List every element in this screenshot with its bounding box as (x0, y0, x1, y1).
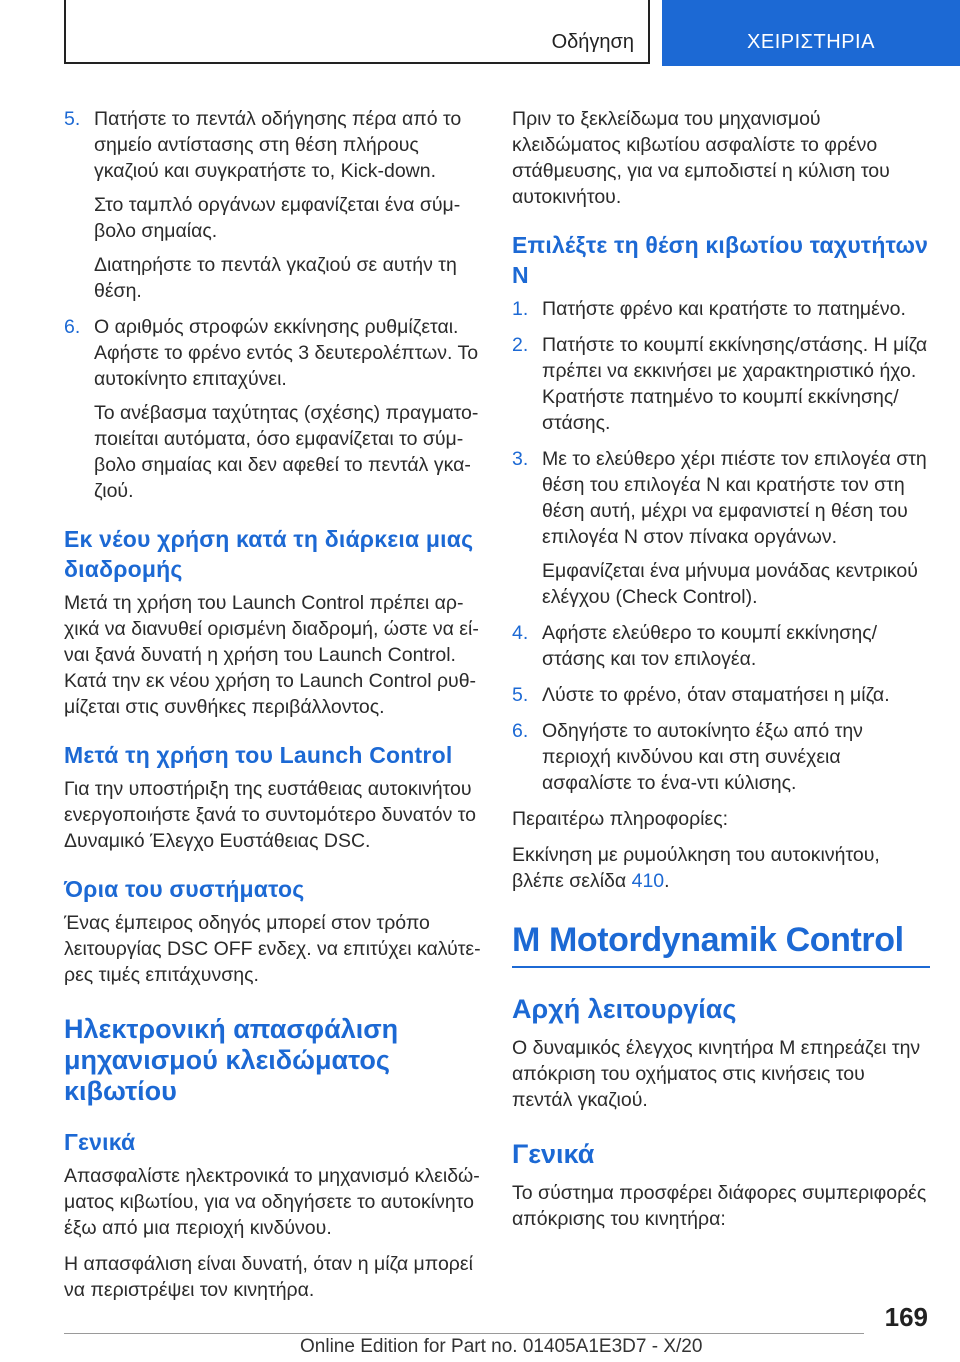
left-column (64, 106, 484, 1313)
step-number: 2. (512, 334, 529, 356)
step-text: Οδηγήστε το αυτοκίνητο έξω από την περιοχή κινδύνου και στη συνέχεια ασφαλίστε το ένα-ντι κύλισης. (542, 720, 863, 794)
step-text: Πατήστε φρένο και κρατήστε το πατημένο. (542, 298, 906, 320)
footer-edition: Online Edition for Part no. 01405A1E3D7 - X/20 (300, 1336, 703, 1357)
step-number: 5. (64, 108, 81, 130)
step-number: 5. (512, 684, 529, 706)
section-title: Οδήγηση (551, 31, 634, 53)
list-item-step-1 (512, 296, 930, 322)
page-number: 169 (884, 1302, 928, 1332)
step-number: 6. (64, 316, 81, 338)
step-text: Πατήστε το κουμπί εκκίνησης/στάσης. Η μίζα πρέπει να εκκινήσει με χαρακτηριστικό ήχο. Κρατήστε πατημένο το κουμπί εκκίνησης/στάσης. (542, 334, 928, 434)
step-text: Λύστε το φρένο, όταν σταματήσει η μίζα. (542, 684, 890, 706)
reference-end: . (664, 870, 670, 892)
paragraph-after-launch-control: Για την υποστήριξη της ευστάθειας αυτοκινήτου ενεργοποιήστε ξανά το συντομότερο δυνατόν το Δυναμικό Έλεγχο Ευστάθειας DSC. (64, 778, 477, 852)
paragraph-reuse: Μετά τη χρήση του Launch Control πρέπει αρ-χικά να διανυθεί ορισμένη διαδρομή, ώστε να εί-ναι ξανά δυνατή η χρήση του Launch Control. Κατά την εκ νέου χρήση το Launch Control ρυθ-μίζεται στις συνθήκες περιβάλλοντος. (64, 592, 479, 718)
list-item-step-5 (64, 106, 484, 304)
heading-after-launch-control: Μετά τη χρήση του Launch Control (64, 742, 453, 768)
step-text: Το ανέβασμα ταχύτητας (σχέσης) πραγματο-ποιείται αυτόματα, όσο εμφανίζεται το σύμ-βολο σημαίας και δεν αφεθεί το πεντάλ γκα-ζιού. (94, 402, 479, 502)
paragraph-system-limits: Ένας έμπειρος οδηγός μπορεί στον τρόπο λειτουργίας DSC OFF ενδεχ. να επιτύχει καλύτε-ρες τιμές επιτάχυνσης. (64, 912, 481, 986)
footer-divider (64, 1333, 864, 1334)
heading-general: Γενικά (64, 1129, 136, 1155)
step-number: 4. (512, 622, 529, 644)
heading-system-limits: Όρια του συστήματος (64, 876, 305, 902)
step-text: Με το ελεύθερο χέρι πιέστε τον επιλογέα στη θέση του επιλογέα N και κρατήστε τον στη θέση αυτή, μέχρι να εμφανιστεί η θέση του επιλογέα N στον πίνακα οργάνων. (542, 448, 927, 548)
step-text: Διατηρήστε το πεντάλ γκαζιού σε αυτήν τη θέση. (94, 254, 457, 302)
paragraph-more-info: Περαιτέρω πληροφορίες: (512, 808, 729, 830)
step-text: Στο ταμπλό οργάνων εμφανίζεται ένα σύμ-βολο σημαίας. (94, 194, 461, 242)
list-item-step-3 (512, 446, 930, 610)
heading-electronic-unlock: Ηλεκτρονική απασφάλιση μηχανισμού κλειδώματος κιβωτίου (64, 1014, 399, 1106)
section-tab (64, 0, 650, 64)
reference-text: Εκκίνηση με ρυμούλκηση του αυτοκινήτου, βλέπε σελίδα (512, 844, 880, 892)
page-link[interactable]: 410 (631, 870, 665, 892)
step-text: Πατήστε το πεντάλ οδήγησης πέρα από το σημείο αντίστασης στη θέση πλήρους γκαζιού και συγκρατήστε το, Kick-down. (94, 108, 462, 182)
paragraph-reference (512, 842, 930, 894)
heading-reuse: Εκ νέου χρήση κατά τη διάρκεια μιας διαδρομής (64, 526, 474, 582)
heading-general-right: Γενικά (512, 1139, 595, 1169)
step-number: 6. (512, 720, 529, 742)
paragraph-intro: Πριν το ξεκλείδωμα του μηχανισμού κλειδώματος κιβωτίου ασφαλίστε το φρένο στάθμευσης, για να εμποδιστεί η κύλιση του αυτοκινήτου. (512, 108, 890, 208)
heading-select-neutral: Επιλέξτε τη θέση κιβωτίου ταχυτήτων N (512, 232, 929, 288)
step-text: Ο αριθμός στροφών εκκίνησης ρυθμίζεται. Αφήστε το φρένο εντός 3 δευτερολέπτων. Το αυτοκίνητο επιταχύνει. (94, 316, 479, 390)
step-text: Αφήστε ελεύθερο το κουμπί εκκίνησης/στάσης και τον επιλογέα. (542, 622, 878, 670)
heading-m-motordynamik: M Motordynamik Control (512, 920, 930, 968)
chapter-title: ΧΕΙΡΙΣΤΗΡΙΑ (747, 31, 875, 53)
step-number: 1. (512, 298, 529, 320)
list-item-step-6 (64, 314, 484, 504)
paragraph-general-2: Η απασφάλιση είναι δυνατή, όταν η μίζα μπορεί να περιστρέψει τον κινητήρα. (64, 1253, 473, 1301)
paragraph-principle: Ο δυναμικός έλεγχος κινητήρα M επηρεάζει την απόκριση του οχήματος στις κινήσεις του πεντάλ γκαζιού. (512, 1037, 921, 1111)
chapter-tab (662, 0, 960, 66)
list-item-step-2 (512, 332, 930, 436)
heading-principle: Αρχή λειτουργίας (512, 994, 737, 1024)
paragraph-general-right: Το σύστημα προσφέρει διάφορες συμπεριφορές απόκρισης του κινητήρα: (512, 1182, 927, 1230)
page-header (0, 0, 960, 66)
list-item-step-4 (512, 620, 930, 672)
step-extra-text: Εμφανίζεται ένα μήνυμα μονάδας κεντρικού ελέγχου (Check Control). (542, 560, 918, 608)
list-item-step-5 (512, 682, 930, 708)
list-item-step-6 (512, 718, 930, 796)
right-column (512, 106, 930, 1242)
paragraph-general-1: Απασφαλίστε ηλεκτρονικά το μηχανισμό κλειδώ-ματος κιβωτίου, για να οδηγήσετε το αυτοκίνητο έξω από μια περιοχή κινδύνου. (64, 1165, 480, 1239)
step-number: 3. (512, 448, 529, 470)
